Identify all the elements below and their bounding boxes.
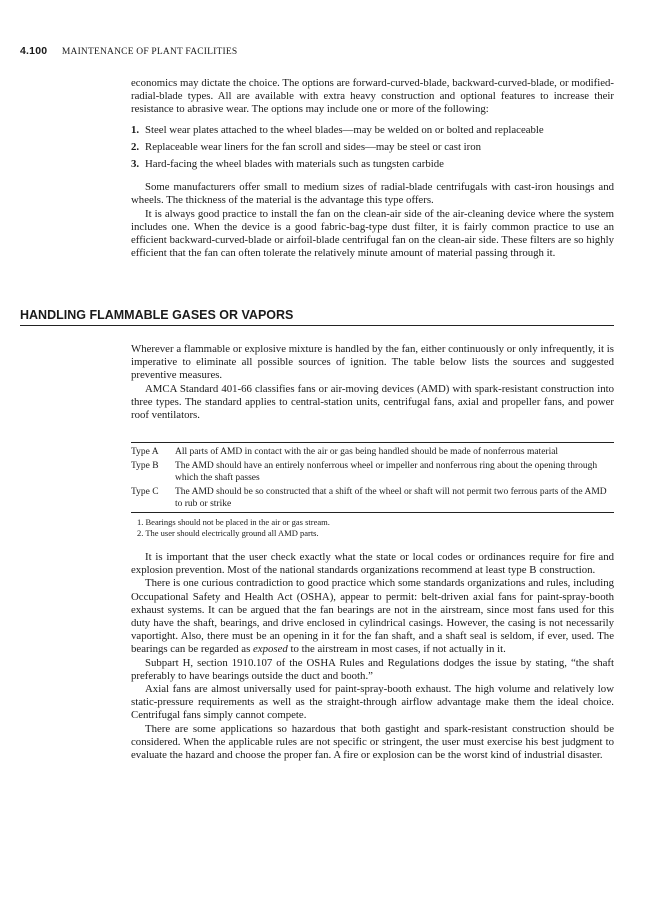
paragraph: Wherever a flammable or explosive mixture is handled by the fan, either continuously or only infrequently, it is imperative to eliminate all possible sources of ignition. The table below lists the sources and suggested preventive measures. [131,343,614,382]
top-text-block [131,77,614,260]
running-header [20,45,237,57]
list-item: 1. Steel wear plates attached to the wheel blades—may be welded on or bolted and replaceable [131,123,544,136]
table-row [131,485,614,511]
type-label: Type A [131,447,159,457]
paragraph: There are some applications so hazardous that both gastight and spark-resistant construction should be considered. When the applicable rules are not specific or stringent, the user must exercise his best judgment to evaluate the hazard and choose the proper fan. A fire or explosion can be the worst kind of industrial disaster. [131,722,614,762]
type-description: All parts of AMD in contact with the air or gas being handled should be made of nonferrous material [175,447,559,457]
paragraph: Subpart H, section 1910.107 of the OSHA Rules and Regulations dodges the issue by stating, “the shaft preferably to have bearings outside the duct and booth.” [131,656,614,682]
table-note: 2. The user should electrically ground all AMD parts. [137,528,319,538]
table-notes [131,517,614,539]
table-row [131,445,614,459]
page-number: 4.100 [20,45,48,57]
paragraph: Some manufacturers offer small to medium sizes of radial-blade centrifugals with cast-iron housings and wheels. The thickness of the material is the advantage this type offers. [131,181,614,207]
types-table [131,442,614,513]
section-heading: HANDLING FLAMMABLE GASES OR VAPORS [20,308,614,326]
section-text-block [131,343,614,422]
paragraph: It is always good practice to install the fan on the clean-air side of the air-cleaning device where the system includes one. When the device is a good fabric-bag-type dust filter, it is fairly common practice to use an efficient backward-curved-blade or airfoil-blade centrifugal fan on the clean-air side. These filters are so highly efficient that the fan can often tolerate the relatively minute amount of material passing through it. [131,207,614,260]
table-row [131,459,614,485]
table-note: 1. Bearings should not be placed in the air or gas stream. [137,517,330,527]
bottom-text-block [131,551,614,762]
paragraph: It is important that the user check exactly what the state or local codes or ordinances require for fire and explosion prevention. Most of the national standards organizations recommend at least type B construction. [131,551,614,577]
running-title: MAINTENANCE OF PLANT FACILITIES [61,47,238,57]
options-list [131,124,614,172]
list-item: 3. Hard-facing the wheel blades with materials such as tungsten carbide [131,158,444,171]
type-description: The AMD should have an entirely nonferrous wheel or impeller and nonferrous ring about the opening through which the shaft passes [175,461,598,483]
paragraph: There is one curious contradiction to good practice which some standards organizations and rules, including Occupational Safety and Health Act (OSHA), appear to permit: belt-driven axial fans for paint-spray-booth exhaust systems. It can be argued that the fan bearings are not in the airstream, since most fans used for this duty have the shaft, bearings, and drive enclosed in cylindrical casings. However, the casing is not necessarily vaportight. Also, there must be an opening in it for the fan shaft, and a shaft seal is seldom, if ever, used. The bearings can be regarded as exposed to the airstream in most cases, if not actually in it. [131,577,614,656]
paragraph: AMCA Standard 401-66 classifies fans or air-moving devices (AMD) with spark-resistant construction into three types. The standard applies to central-station units, centrifugal fans, axial and propeller fans, and power roof ventilators. [131,382,614,422]
type-label: Type C [131,487,159,497]
type-label: Type B [131,461,159,471]
type-description: The AMD should be so constructed that a shift of the wheel or shaft will not permit two ferrous parts of the AMD to rub or strike [175,487,607,509]
emphasis: exposed [253,643,288,656]
intro-paragraph: economics may dictate the choice. The options are forward-curved-blade, backward-curved-blade, or modified-radial-blade types. All are available with extra heavy construction and optional features to increase their resistance to abrasive wear. The options may include one or more of the following: [131,77,614,116]
list-item: 2. Replaceable wear liners for the fan scroll and sides—may be steel or cast iron [131,140,482,153]
paragraph: Axial fans are almost universally used for paint-spray-booth exhaust. The high volume and relatively low static-pressure requirements as well as the straight-through airflow advantage make them the ideal choice. Centrifugal fans simply cannot compete. [131,683,614,722]
